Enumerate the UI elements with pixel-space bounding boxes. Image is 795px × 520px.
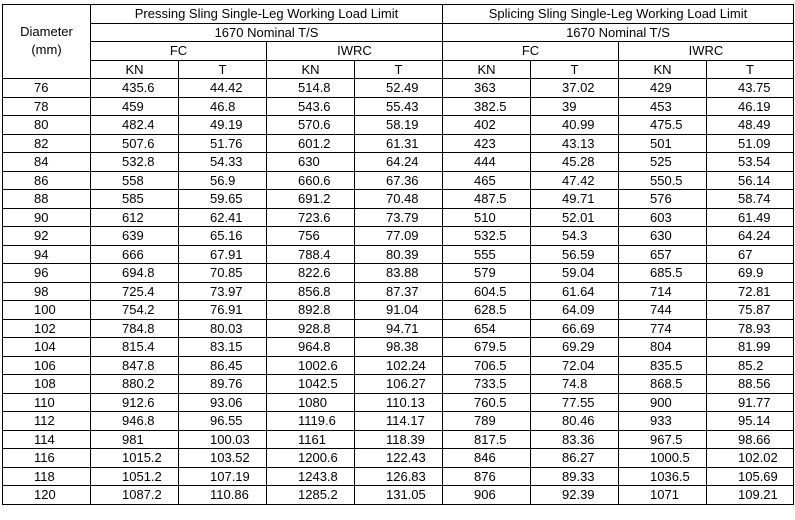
- diameter-cell: 80: [3, 116, 91, 135]
- value-cell: 501: [619, 134, 707, 153]
- value-cell: 946.8: [91, 412, 179, 431]
- table-row: [3, 486, 794, 505]
- value-cell: 54.33: [179, 153, 267, 172]
- value-cell: 585: [91, 190, 179, 209]
- diameter-cell: 98: [3, 282, 91, 301]
- table-row: [3, 153, 794, 172]
- value-cell: 98.38: [355, 338, 443, 357]
- value-cell: 77.09: [355, 227, 443, 246]
- unit-kn: KN: [619, 60, 707, 79]
- diameter-cell: 78: [3, 97, 91, 116]
- value-cell: 49.19: [179, 116, 267, 135]
- value-cell: 45.28: [531, 153, 619, 172]
- value-cell: 744: [619, 301, 707, 320]
- value-cell: 507.6: [91, 134, 179, 153]
- value-cell: 784.8: [91, 319, 179, 338]
- value-cell: 550.5: [619, 171, 707, 190]
- diameter-cell: 76: [3, 79, 91, 98]
- value-cell: 96.55: [179, 412, 267, 431]
- value-cell: 110.86: [179, 486, 267, 505]
- value-cell: 906: [443, 486, 531, 505]
- value-cell: 64.09: [531, 301, 619, 320]
- value-cell: 525: [619, 153, 707, 172]
- value-cell: 532.8: [91, 153, 179, 172]
- table-row: [3, 282, 794, 301]
- value-cell: 714: [619, 282, 707, 301]
- value-cell: 706.5: [443, 356, 531, 375]
- value-cell: 44.42: [179, 79, 267, 98]
- value-cell: 61.49: [707, 208, 794, 227]
- splicing-fc: FC: [443, 42, 619, 61]
- table-row: [3, 245, 794, 264]
- unit-t: T: [179, 60, 267, 79]
- diameter-cell: 86: [3, 171, 91, 190]
- header-row-title: [3, 5, 794, 24]
- table-body: [3, 79, 794, 505]
- value-cell: 61.31: [355, 134, 443, 153]
- value-cell: 892.8: [267, 301, 355, 320]
- value-cell: 110.13: [355, 393, 443, 412]
- value-cell: 723.6: [267, 208, 355, 227]
- table-row: [3, 375, 794, 394]
- value-cell: 1000.5: [619, 449, 707, 468]
- value-cell: 58.19: [355, 116, 443, 135]
- value-cell: 760.5: [443, 393, 531, 412]
- table-row: [3, 79, 794, 98]
- diameter-cell: 90: [3, 208, 91, 227]
- diameter-cell: 104: [3, 338, 91, 357]
- value-cell: 423: [443, 134, 531, 153]
- value-cell: 61.64: [531, 282, 619, 301]
- value-cell: 92.39: [531, 486, 619, 505]
- value-cell: 81.99: [707, 338, 794, 357]
- value-cell: 93.06: [179, 393, 267, 412]
- table-row: [3, 134, 794, 153]
- value-cell: 555: [443, 245, 531, 264]
- value-cell: 59.04: [531, 264, 619, 283]
- value-cell: 86.27: [531, 449, 619, 468]
- value-cell: 1119.6: [267, 412, 355, 431]
- value-cell: 756: [267, 227, 355, 246]
- value-cell: 51.76: [179, 134, 267, 153]
- value-cell: 579: [443, 264, 531, 283]
- table-row: [3, 449, 794, 468]
- value-cell: 856.8: [267, 282, 355, 301]
- unit-kn: KN: [267, 60, 355, 79]
- value-cell: 804: [619, 338, 707, 357]
- pressing-iwrc: IWRC: [267, 42, 443, 61]
- value-cell: 880.2: [91, 375, 179, 394]
- value-cell: 83.36: [531, 430, 619, 449]
- value-cell: 62.41: [179, 208, 267, 227]
- value-cell: 964.8: [267, 338, 355, 357]
- value-cell: 80.46: [531, 412, 619, 431]
- value-cell: 933: [619, 412, 707, 431]
- value-cell: 453: [619, 97, 707, 116]
- value-cell: 928.8: [267, 319, 355, 338]
- value-cell: 654: [443, 319, 531, 338]
- value-cell: 601.2: [267, 134, 355, 153]
- value-cell: 40.99: [531, 116, 619, 135]
- value-cell: 1243.8: [267, 467, 355, 486]
- unit-t: T: [531, 60, 619, 79]
- unit-t: T: [707, 60, 794, 79]
- value-cell: 54.3: [531, 227, 619, 246]
- diameter-cell: 94: [3, 245, 91, 264]
- table-row: [3, 116, 794, 135]
- value-cell: 114.17: [355, 412, 443, 431]
- unit-t: T: [355, 60, 443, 79]
- value-cell: 459: [91, 97, 179, 116]
- diameter-unit: (mm): [31, 42, 62, 57]
- value-cell: 51.09: [707, 134, 794, 153]
- value-cell: 65.16: [179, 227, 267, 246]
- table-row: [3, 356, 794, 375]
- value-cell: 102.02: [707, 449, 794, 468]
- value-cell: 53.54: [707, 153, 794, 172]
- value-cell: 80.03: [179, 319, 267, 338]
- value-cell: 1042.5: [267, 375, 355, 394]
- diameter-cell: 118: [3, 467, 91, 486]
- unit-kn: KN: [443, 60, 531, 79]
- value-cell: 76.91: [179, 301, 267, 320]
- value-cell: 46.8: [179, 97, 267, 116]
- value-cell: 69.9: [707, 264, 794, 283]
- table-row: [3, 338, 794, 357]
- unit-kn: KN: [91, 60, 179, 79]
- splicing-iwrc: IWRC: [619, 42, 794, 61]
- value-cell: 630: [619, 227, 707, 246]
- table-row: [3, 393, 794, 412]
- value-cell: 822.6: [267, 264, 355, 283]
- table-row: [3, 467, 794, 486]
- value-cell: 868.5: [619, 375, 707, 394]
- value-cell: 109.21: [707, 486, 794, 505]
- value-cell: 122.43: [355, 449, 443, 468]
- pressing-ts: 1670 Nominal T/S: [91, 23, 443, 42]
- value-cell: 105.69: [707, 467, 794, 486]
- diameter-cell: 102: [3, 319, 91, 338]
- value-cell: 77.55: [531, 393, 619, 412]
- value-cell: 604.5: [443, 282, 531, 301]
- value-cell: 657: [619, 245, 707, 264]
- value-cell: 72.81: [707, 282, 794, 301]
- value-cell: 1161: [267, 430, 355, 449]
- value-cell: 817.5: [443, 430, 531, 449]
- diameter-cell: 84: [3, 153, 91, 172]
- diameter-cell: 112: [3, 412, 91, 431]
- value-cell: 789: [443, 412, 531, 431]
- value-cell: 510: [443, 208, 531, 227]
- diameter-cell: 82: [3, 134, 91, 153]
- table-row: [3, 227, 794, 246]
- diameter-label: Diameter: [20, 24, 73, 39]
- value-cell: 1051.2: [91, 467, 179, 486]
- value-cell: 363: [443, 79, 531, 98]
- diameter-cell: 106: [3, 356, 91, 375]
- table-row: [3, 208, 794, 227]
- value-cell: 89.33: [531, 467, 619, 486]
- value-cell: 67.36: [355, 171, 443, 190]
- table-row: [3, 301, 794, 320]
- value-cell: 59.65: [179, 190, 267, 209]
- table-row: [3, 97, 794, 116]
- value-cell: 56.14: [707, 171, 794, 190]
- value-cell: 402: [443, 116, 531, 135]
- value-cell: 900: [619, 393, 707, 412]
- diameter-cell: 120: [3, 486, 91, 505]
- value-cell: 43.75: [707, 79, 794, 98]
- value-cell: 70.85: [179, 264, 267, 283]
- value-cell: 52.01: [531, 208, 619, 227]
- value-cell: 733.5: [443, 375, 531, 394]
- value-cell: 89.76: [179, 375, 267, 394]
- diameter-cell: 116: [3, 449, 91, 468]
- value-cell: 87.37: [355, 282, 443, 301]
- value-cell: 102.24: [355, 356, 443, 375]
- table-row: [3, 190, 794, 209]
- value-cell: 815.4: [91, 338, 179, 357]
- value-cell: 48.49: [707, 116, 794, 135]
- value-cell: 691.2: [267, 190, 355, 209]
- value-cell: 847.8: [91, 356, 179, 375]
- value-cell: 382.5: [443, 97, 531, 116]
- value-cell: 78.93: [707, 319, 794, 338]
- value-cell: 91.77: [707, 393, 794, 412]
- table-row: [3, 319, 794, 338]
- value-cell: 666: [91, 245, 179, 264]
- header-row-units: [3, 60, 794, 79]
- value-cell: 106.27: [355, 375, 443, 394]
- value-cell: 570.6: [267, 116, 355, 135]
- wll-table: [2, 4, 794, 505]
- value-cell: 835.5: [619, 356, 707, 375]
- value-cell: 514.8: [267, 79, 355, 98]
- value-cell: 465: [443, 171, 531, 190]
- value-cell: 58.74: [707, 190, 794, 209]
- value-cell: 444: [443, 153, 531, 172]
- value-cell: 72.04: [531, 356, 619, 375]
- diameter-cell: 96: [3, 264, 91, 283]
- header-row-ts: [3, 23, 794, 42]
- value-cell: 118.39: [355, 430, 443, 449]
- value-cell: 56.9: [179, 171, 267, 190]
- value-cell: 967.5: [619, 430, 707, 449]
- value-cell: 1015.2: [91, 449, 179, 468]
- value-cell: 639: [91, 227, 179, 246]
- value-cell: 103.52: [179, 449, 267, 468]
- value-cell: 67.91: [179, 245, 267, 264]
- value-cell: 660.6: [267, 171, 355, 190]
- value-cell: 83.15: [179, 338, 267, 357]
- value-cell: 912.6: [91, 393, 179, 412]
- value-cell: 64.24: [355, 153, 443, 172]
- pressing-fc: FC: [91, 42, 267, 61]
- value-cell: 475.5: [619, 116, 707, 135]
- value-cell: 131.05: [355, 486, 443, 505]
- value-cell: 43.13: [531, 134, 619, 153]
- value-cell: 487.5: [443, 190, 531, 209]
- value-cell: 1036.5: [619, 467, 707, 486]
- value-cell: 1087.2: [91, 486, 179, 505]
- value-cell: 55.43: [355, 97, 443, 116]
- diameter-cell: 100: [3, 301, 91, 320]
- value-cell: 49.71: [531, 190, 619, 209]
- value-cell: 846: [443, 449, 531, 468]
- value-cell: 1200.6: [267, 449, 355, 468]
- value-cell: 91.04: [355, 301, 443, 320]
- value-cell: 576: [619, 190, 707, 209]
- splicing-title: Splicing Sling Single-Leg Working Load Limit: [443, 5, 794, 24]
- value-cell: 126.83: [355, 467, 443, 486]
- value-cell: 70.48: [355, 190, 443, 209]
- header-row-core: [3, 42, 794, 61]
- value-cell: 429: [619, 79, 707, 98]
- splicing-ts: 1670 Nominal T/S: [443, 23, 794, 42]
- diameter-cell: 110: [3, 393, 91, 412]
- value-cell: 94.71: [355, 319, 443, 338]
- value-cell: 74.8: [531, 375, 619, 394]
- value-cell: 64.24: [707, 227, 794, 246]
- diameter-cell: 114: [3, 430, 91, 449]
- table-row: [3, 264, 794, 283]
- value-cell: 80.39: [355, 245, 443, 264]
- value-cell: 685.5: [619, 264, 707, 283]
- table-row: [3, 430, 794, 449]
- value-cell: 679.5: [443, 338, 531, 357]
- value-cell: 46.19: [707, 97, 794, 116]
- value-cell: 98.66: [707, 430, 794, 449]
- value-cell: 603: [619, 208, 707, 227]
- value-cell: 1080: [267, 393, 355, 412]
- value-cell: 435.6: [91, 79, 179, 98]
- value-cell: 88.56: [707, 375, 794, 394]
- value-cell: 630: [267, 153, 355, 172]
- value-cell: 628.5: [443, 301, 531, 320]
- value-cell: 543.6: [267, 97, 355, 116]
- value-cell: 788.4: [267, 245, 355, 264]
- pressing-title: Pressing Sling Single-Leg Working Load Limit: [91, 5, 443, 24]
- value-cell: 876: [443, 467, 531, 486]
- value-cell: 52.49: [355, 79, 443, 98]
- value-cell: 85.2: [707, 356, 794, 375]
- value-cell: 73.97: [179, 282, 267, 301]
- value-cell: 47.42: [531, 171, 619, 190]
- value-cell: 75.87: [707, 301, 794, 320]
- value-cell: 482.4: [91, 116, 179, 135]
- value-cell: 107.19: [179, 467, 267, 486]
- value-cell: 86.45: [179, 356, 267, 375]
- value-cell: 37.02: [531, 79, 619, 98]
- value-cell: 774: [619, 319, 707, 338]
- value-cell: 73.79: [355, 208, 443, 227]
- value-cell: 83.88: [355, 264, 443, 283]
- value-cell: 100.03: [179, 430, 267, 449]
- value-cell: 69.29: [531, 338, 619, 357]
- value-cell: 612: [91, 208, 179, 227]
- value-cell: 95.14: [707, 412, 794, 431]
- table-row: [3, 412, 794, 431]
- value-cell: 754.2: [91, 301, 179, 320]
- table-row: [3, 171, 794, 190]
- value-cell: 56.59: [531, 245, 619, 264]
- value-cell: 725.4: [91, 282, 179, 301]
- value-cell: 1002.6: [267, 356, 355, 375]
- value-cell: 66.69: [531, 319, 619, 338]
- diameter-cell: 92: [3, 227, 91, 246]
- value-cell: 532.5: [443, 227, 531, 246]
- value-cell: 558: [91, 171, 179, 190]
- value-cell: 694.8: [91, 264, 179, 283]
- value-cell: 39: [531, 97, 619, 116]
- value-cell: 981: [91, 430, 179, 449]
- diameter-cell: 108: [3, 375, 91, 394]
- diameter-cell: 88: [3, 190, 91, 209]
- diameter-header: [3, 5, 91, 79]
- value-cell: 1285.2: [267, 486, 355, 505]
- value-cell: 1071: [619, 486, 707, 505]
- value-cell: 67: [707, 245, 794, 264]
